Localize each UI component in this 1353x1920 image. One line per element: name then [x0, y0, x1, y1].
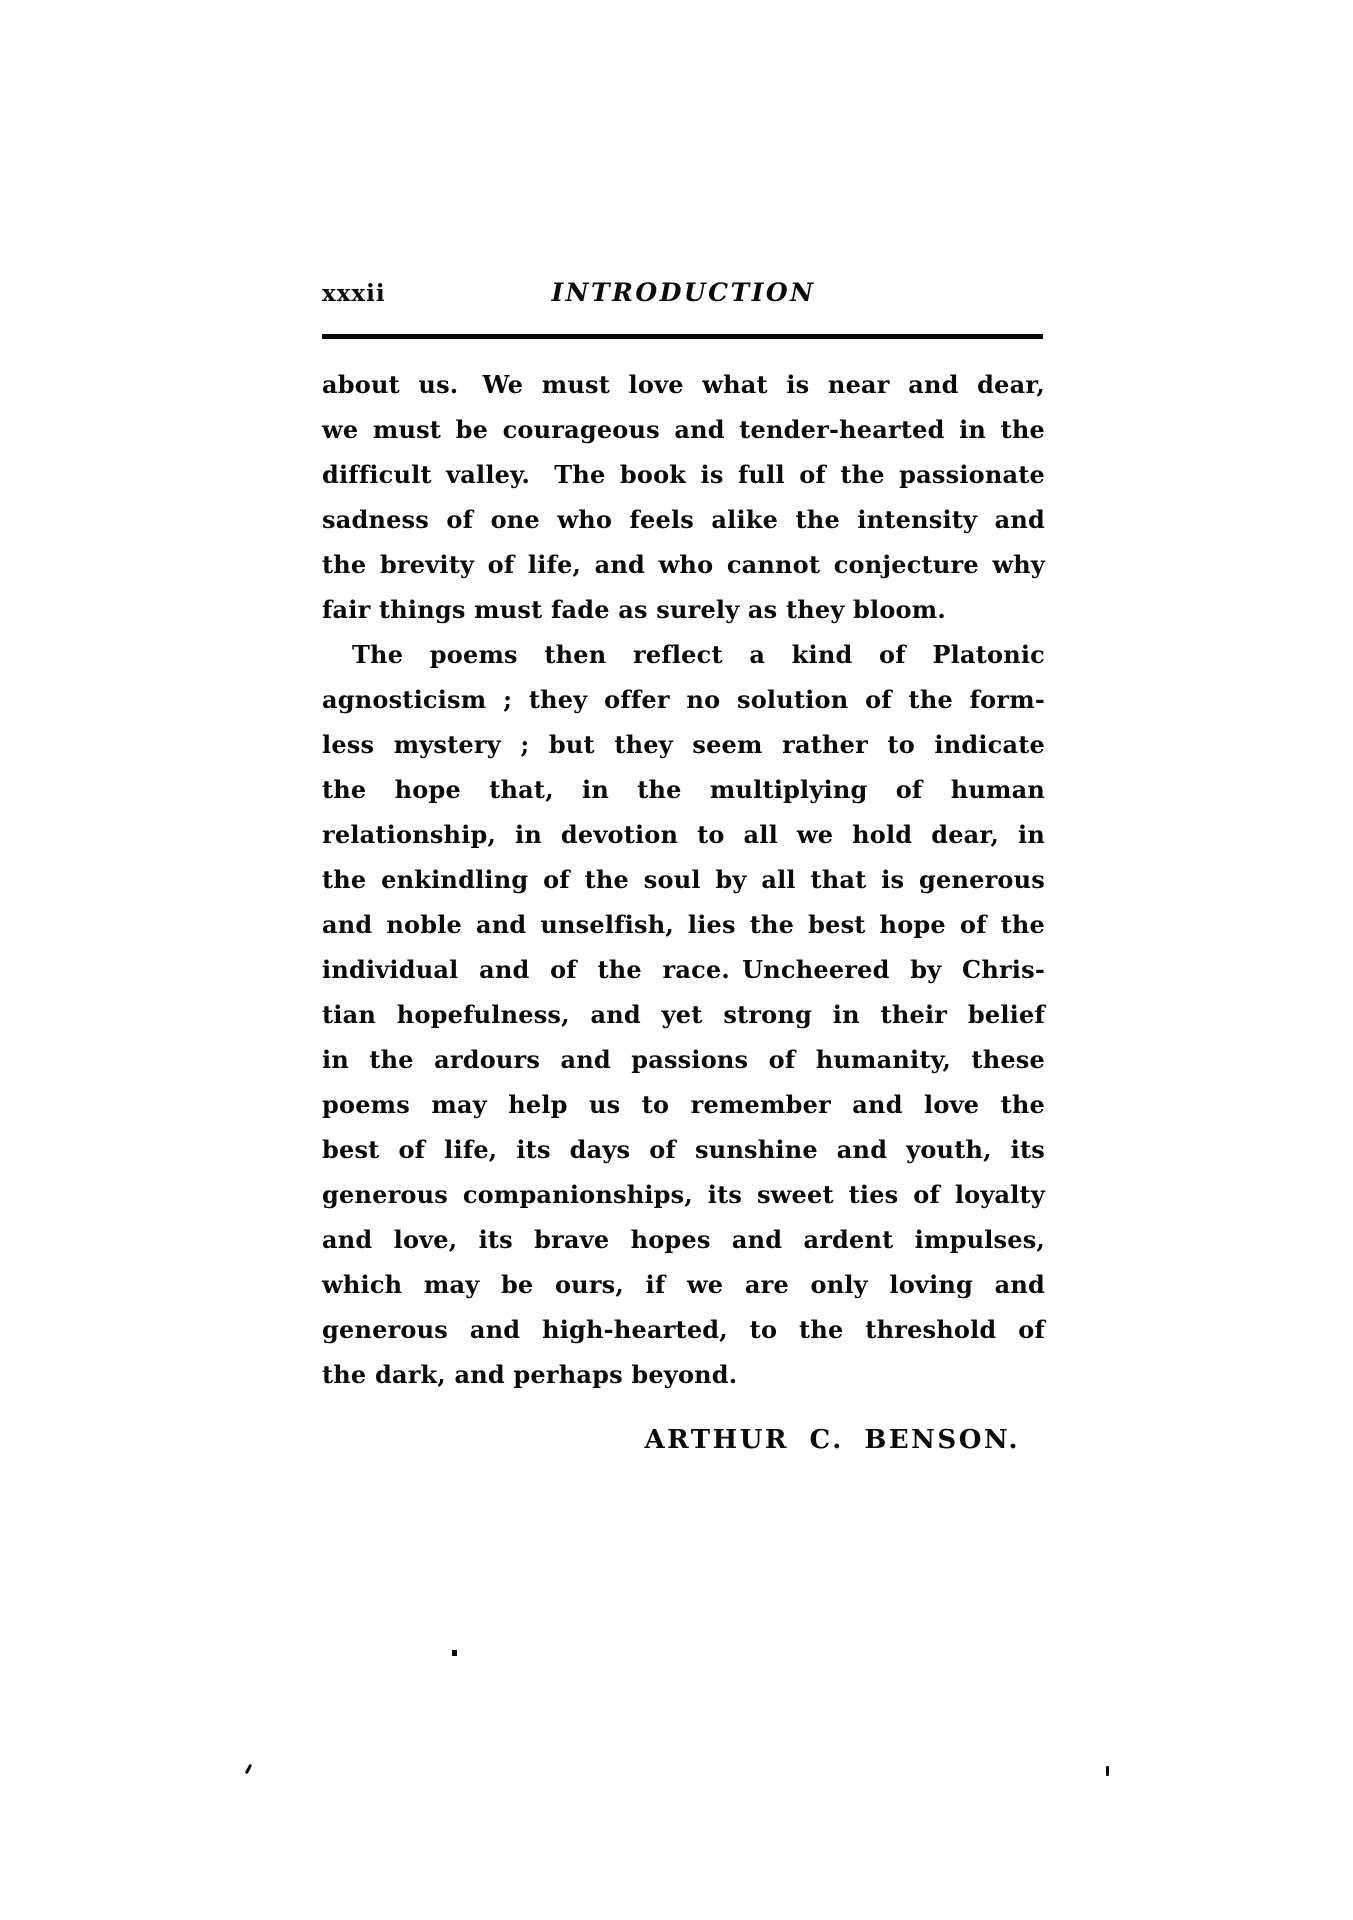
ink-speck — [1106, 1766, 1109, 1776]
body-text — [322, 362, 1045, 1397]
page-title: INTRODUCTION — [551, 278, 816, 307]
text-line: poems may help us to remember and love the — [322, 1090, 1045, 1119]
text-line: tian hopefulness, and yet strong in their belief — [322, 1000, 1045, 1029]
text-line: and love, its brave hopes and ardent impulses, — [322, 1225, 1045, 1254]
text-line: The poems then reflect a kind of Platonic — [352, 640, 1045, 669]
text-line: in the ardours and passions of humanity, these — [322, 1045, 1045, 1074]
header-rule — [322, 334, 1043, 339]
text-line: and noble and unselfish, lies the best hope of the — [322, 910, 1045, 939]
text-line: the dark, and perhaps beyond. — [322, 1360, 738, 1389]
text-line: less mystery ; but they seem rather to indicate — [322, 730, 1045, 759]
ink-speck — [452, 1650, 457, 1656]
text-line: agnosticism ; they offer no solution of the form- — [322, 685, 1045, 714]
text-line: generous and high-hearted, to the threshold of — [322, 1315, 1045, 1344]
page-number: xxxii — [322, 280, 386, 307]
text-line: the hope that, in the multiplying of human — [322, 775, 1045, 804]
text-line: which may be ours, if we are only loving and — [322, 1270, 1045, 1299]
text-line: sadness of one who feels alike the intensity and — [322, 505, 1045, 534]
running-head — [322, 278, 1045, 308]
paragraph — [322, 632, 1045, 1397]
text-line: the enkindling of the soul by all that is generous — [322, 865, 1045, 894]
text-line: best of life, its days of sunshine and youth, its — [322, 1135, 1045, 1164]
text-line: we must be courageous and tender-hearted in the — [322, 415, 1045, 444]
text-line: relationship, in devotion to all we hold dear, in — [322, 820, 1045, 849]
text-line: about us. We must love what is near and dear, — [322, 370, 1045, 399]
text-line: individual and of the race. Uncheered by Chris- — [322, 955, 1045, 984]
paragraph — [322, 362, 1045, 632]
text-line: generous companionships, its sweet ties of loyalty — [322, 1180, 1045, 1209]
ink-speck — [245, 1764, 252, 1774]
text-line: fair things must fade as surely as they bloom. — [322, 595, 946, 624]
author-signature: ARTHUR C. BENSON. — [644, 1425, 1020, 1455]
text-line: the brevity of life, and who cannot conjecture why — [322, 550, 1045, 579]
text-line: difficult valley. The book is full of the passionate — [322, 460, 1045, 489]
